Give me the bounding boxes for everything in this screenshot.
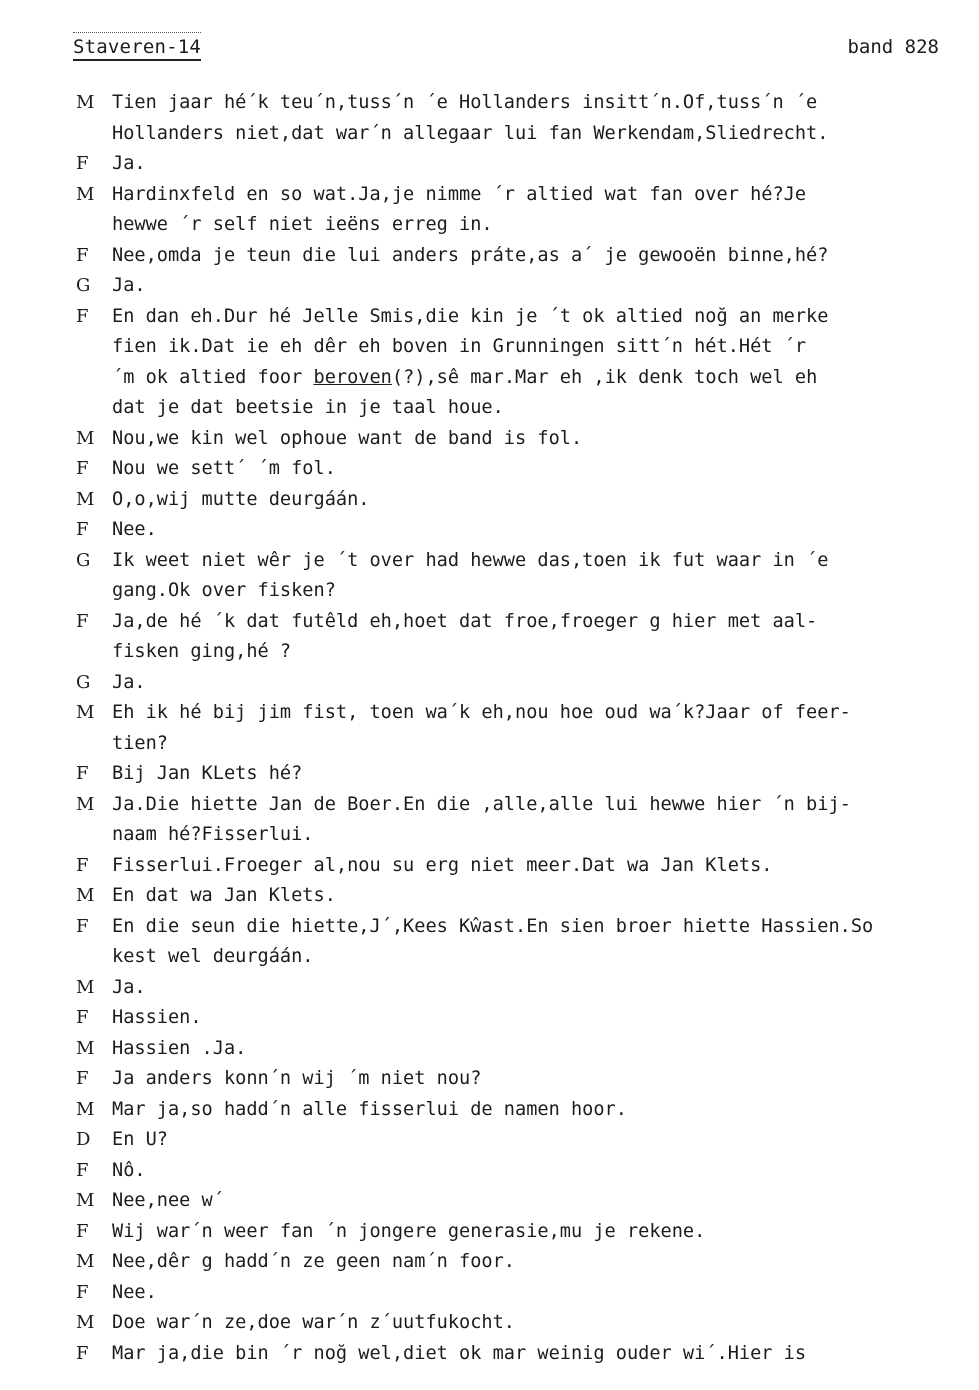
transcript-line <box>76 881 956 912</box>
speaker-label <box>76 119 112 150</box>
utterance-text: Nee,nee w´ <box>112 1190 224 1211</box>
utterance-text: kest wel deurgáán. <box>112 946 314 967</box>
utterance-text: Hassien .Ja. <box>112 1037 247 1059</box>
utterance-text: Nee,dêr g hadd´n ze geen nam´n foor. <box>112 1251 515 1272</box>
transcript-line <box>76 424 956 455</box>
speaker-label: F <box>76 1281 89 1303</box>
transcript-line <box>76 942 956 973</box>
speaker-label <box>76 942 112 973</box>
transcript-line <box>76 1156 956 1187</box>
speaker-label: G <box>76 549 91 571</box>
utterance-text: fien ik.Dat ie eh dêr eh boven in Grunningen sitt´n hét.Hét ´r <box>112 336 807 357</box>
utterance-text: Tien jaar hé´k teu´n,tuss´n ´e Hollanders insitt´n.Of,tuss´n ´e <box>112 92 818 113</box>
transcript-line <box>76 729 956 760</box>
transcript-line <box>76 1125 956 1156</box>
speaker-label: M <box>76 1037 95 1059</box>
speaker-label: F <box>76 1159 89 1181</box>
transcript-line <box>76 454 956 485</box>
speaker-label: M <box>76 1190 95 1211</box>
utterance-text: Ja anders konn´n wij ´m niet nou? <box>112 1068 482 1089</box>
utterance-text: Hassien. <box>112 1007 202 1028</box>
utterance-text: Doe war´n ze,doe war´n z´uutfukocht. <box>112 1312 515 1333</box>
utterance-text: Bij Jan KLets hé? <box>112 763 303 784</box>
speaker-label <box>76 210 112 241</box>
transcript-line <box>76 637 956 668</box>
transcript-line <box>76 210 956 241</box>
speaker-label: M <box>76 885 95 906</box>
speaker-label: D <box>76 1129 91 1150</box>
speaker-label <box>76 820 112 851</box>
speaker-label: F <box>76 1068 89 1089</box>
utterance-text: Nô. <box>112 1159 146 1181</box>
utterance-text: Ik weet niet wêr je ´t over had hewwe das,toen ik fut waar in ´e <box>112 549 829 571</box>
utterance-text: Mar ja,die bin ´r noğ wel,diet ok mar weinig ouder wi´.Hier is <box>112 1342 807 1364</box>
speaker-label: F <box>76 519 89 540</box>
utterance-text: En U? <box>112 1129 168 1150</box>
utterance-text: tien? <box>112 732 168 754</box>
transcript-line <box>76 149 956 180</box>
transcript-line <box>76 698 956 729</box>
utterance-text: ´m ok altied foor beroven(?),sê mar.Mar eh ,ik denk toch wel eh <box>112 366 818 388</box>
transcript-line <box>76 1247 956 1278</box>
transcript-line <box>76 1339 956 1370</box>
transcript-line <box>76 759 956 790</box>
utterance-text: Wij war´n weer fan ´n jongere generasie,mu je rekene. <box>112 1220 706 1242</box>
utterance-text: Nee. <box>112 1281 157 1303</box>
speaker-label: F <box>76 610 89 632</box>
underlined-word: beroven <box>313 366 392 388</box>
utterance-text: naam hé?Fisserlui. <box>112 824 314 845</box>
speaker-label: G <box>76 671 91 693</box>
speaker-label <box>76 332 112 363</box>
transcript-line <box>76 912 956 943</box>
speaker-label: F <box>76 915 89 937</box>
speaker-label <box>76 637 112 668</box>
transcript-line <box>76 241 956 272</box>
speaker-label: F <box>76 1220 89 1242</box>
transcript-line <box>76 393 956 424</box>
utterance-text: Ja. <box>112 976 146 998</box>
speaker-label <box>76 576 112 607</box>
transcript-line <box>76 607 956 638</box>
transcript-line <box>76 546 956 577</box>
speaker-label: M <box>76 793 95 815</box>
utterance-text: Ja.Die hiette Jan de Boer.En die ,alle,alle lui hewwe hier ´n bij- <box>112 793 851 815</box>
transcript-line <box>76 1095 956 1126</box>
transcript-line <box>76 119 956 150</box>
speaker-label <box>76 393 112 424</box>
speaker-label: F <box>76 244 89 266</box>
utterance-text: fisken ging,hé ? <box>112 641 292 662</box>
utterance-text: Nou we sett´ ´m fol. <box>112 458 336 479</box>
utterance-text: Ja,de hé ´k dat futêld eh,hoet dat froe,froeger g hier met aal- <box>112 610 818 632</box>
transcript-line <box>76 1186 956 1217</box>
utterance-text: Ja. <box>112 153 146 174</box>
utterance-text: O,o,wij mutte deurgáán. <box>112 488 370 510</box>
speaker-label: G <box>76 275 91 296</box>
speaker-label: M <box>76 1251 95 1272</box>
speaker-label: M <box>76 183 95 205</box>
transcript-line <box>76 576 956 607</box>
speaker-label <box>76 729 112 760</box>
transcript-line <box>76 1217 956 1248</box>
tape-number: band 828 <box>847 36 939 58</box>
speaker-label: M <box>76 92 95 113</box>
transcript-line <box>76 485 956 516</box>
utterance-text: Nee. <box>112 519 157 540</box>
transcript-line <box>76 271 956 302</box>
utterance-text: Ja. <box>112 671 146 693</box>
speaker-label: M <box>76 427 95 449</box>
transcript-line <box>76 973 956 1004</box>
transcript-line <box>76 851 956 882</box>
transcript-line <box>76 332 956 363</box>
transcript-line <box>76 515 956 546</box>
speaker-label: F <box>76 458 89 479</box>
speaker-label: F <box>76 305 89 327</box>
transcript-line <box>76 1278 956 1309</box>
transcript <box>76 88 956 1369</box>
utterance-text: Hollanders niet,dat war´n allegaar lui fan Werkendam,Sliedrecht. <box>112 122 829 144</box>
utterance-text: En die seun die hiette,J´,Kees Kŵast.En sien broer hiette Hassien.So <box>112 915 874 937</box>
transcript-line <box>76 820 956 851</box>
transcript-line <box>76 180 956 211</box>
utterance-text: Nou,we kin wel ophoue want de band is fol. <box>112 427 583 449</box>
speaker-label: M <box>76 488 95 510</box>
speaker-label: F <box>76 153 89 174</box>
speaker-label: M <box>76 1312 95 1333</box>
utterance-text: gang.Ok over fisken? <box>112 580 336 601</box>
utterance-text: Mar ja,so hadd´n alle fisserlui de namen hoor. <box>112 1098 627 1120</box>
transcript-line <box>76 88 956 119</box>
transcript-line <box>76 1064 956 1095</box>
speaker-label: F <box>76 1342 89 1364</box>
transcript-line <box>76 1034 956 1065</box>
transcript-line <box>76 790 956 821</box>
speaker-label: M <box>76 976 95 998</box>
utterance-text: Ja. <box>112 275 146 296</box>
speaker-label: F <box>76 854 89 876</box>
transcript-line <box>76 1308 956 1339</box>
utterance-text: dat je dat beetsie in je taal houe. <box>112 397 504 418</box>
document-title: Staveren-14 <box>73 36 202 58</box>
utterance-text: Hardinxfeld en so wat.Ja,je nimme ´r altied wat fan over hé?Je <box>112 183 807 205</box>
speaker-label: M <box>76 1098 95 1120</box>
transcript-line <box>76 1003 956 1034</box>
transcript-line <box>76 363 956 394</box>
utterance-text: En dat wa Jan Klets. <box>112 885 336 906</box>
transcript-line <box>76 668 956 699</box>
utterance-text: Fisserlui.Froeger al,nou su erg niet meer.Dat wa Jan Klets. <box>112 854 773 876</box>
utterance-text: En dan eh.Dur hé Jelle Smis,die kin je ´t ok altied noğ an merke <box>112 305 829 327</box>
utterance-text: Eh ik hé bij jim fist, toen wa´k eh,nou hoe oud wa´k?Jaar of feer- <box>112 702 851 723</box>
transcript-line <box>76 302 956 333</box>
utterance-text: hewwe ´r self niet ieëns erreg in. <box>112 214 493 235</box>
speaker-label: F <box>76 763 89 784</box>
speaker-label: M <box>76 702 95 723</box>
utterance-text: Nee,omda je teun die lui anders práte,as a´ je gewooën binne,hé? <box>112 244 829 266</box>
speaker-label: F <box>76 1007 89 1028</box>
speaker-label <box>76 363 112 394</box>
